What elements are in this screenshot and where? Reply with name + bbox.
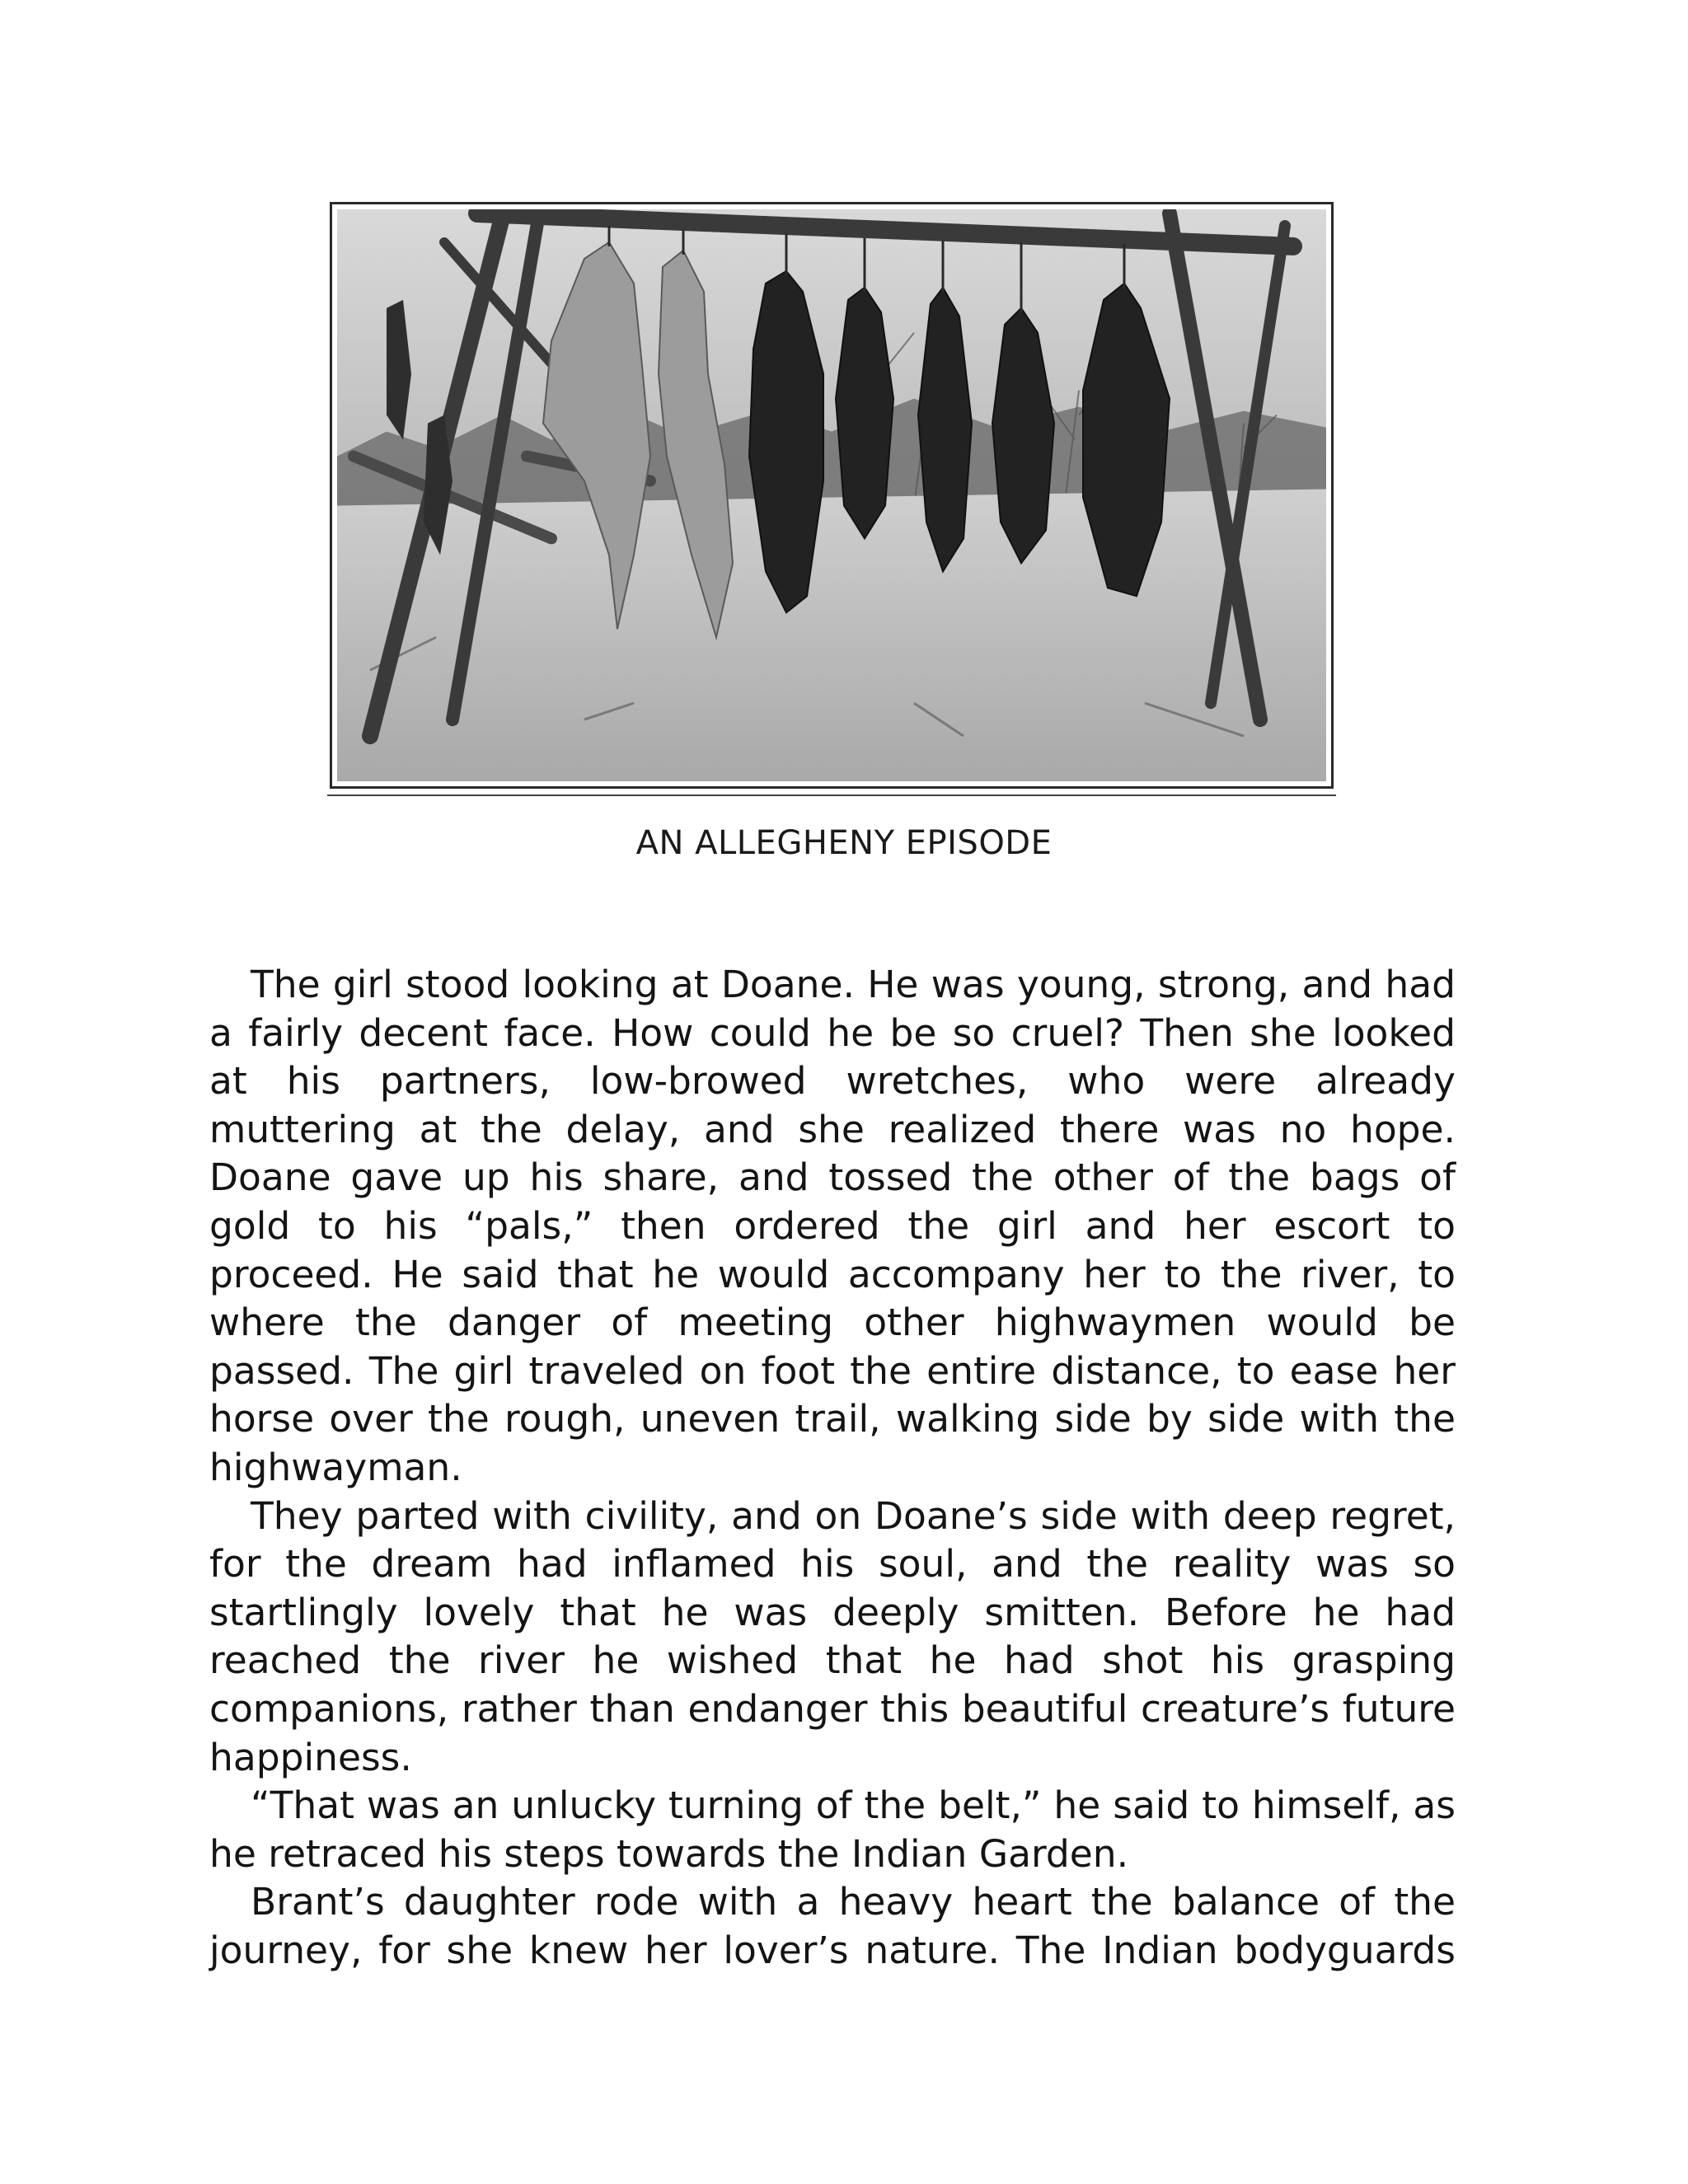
paragraph: Brant’s daughter rode with a heavy heart the balance of the journey, for she knew her lover’s nature. The Indian bodyguards bbox=[209, 1880, 1456, 1972]
photo-caption: AN ALLEGHENY EPISODE bbox=[635, 824, 1053, 862]
paragraph: “That was an unlucky turning of the belt,” he said to himself, as he retraced his steps towards the Indian Garden. bbox=[209, 1783, 1456, 1876]
paragraph: They parted with civility, and on Doane’s side with deep regret, for the dream had inflamed his soul, and the reality was so startlingly lovely that he was deeply smitten. Before he had reached the river he wished that he had shot his grasping companions, rather than endanger this beautiful creature’s future happiness. bbox=[209, 1493, 1456, 1779]
body-text bbox=[209, 961, 1456, 1975]
paragraph: The girl stood looking at Doane. He was young, strong, and had a fairly decent face. How could he be so cruel? Then she looked at his partners, low-browed wretches, who were already muttering at the delay, and she realized there was no hope. Doane gave up his share, and tossed the other of the bags of gold to his “pals,” then ordered the girl and her escort to proceed. He said that he would accompany her to the river, to where the danger of meeting other highwaymen would be passed. The girl traveled on foot the entire distance, to ease her horse over the rough, uneven trail, walking side by side with the highwayman. bbox=[209, 963, 1456, 1489]
photo-illustration bbox=[337, 209, 1326, 781]
hunting-photograph bbox=[330, 202, 1334, 789]
